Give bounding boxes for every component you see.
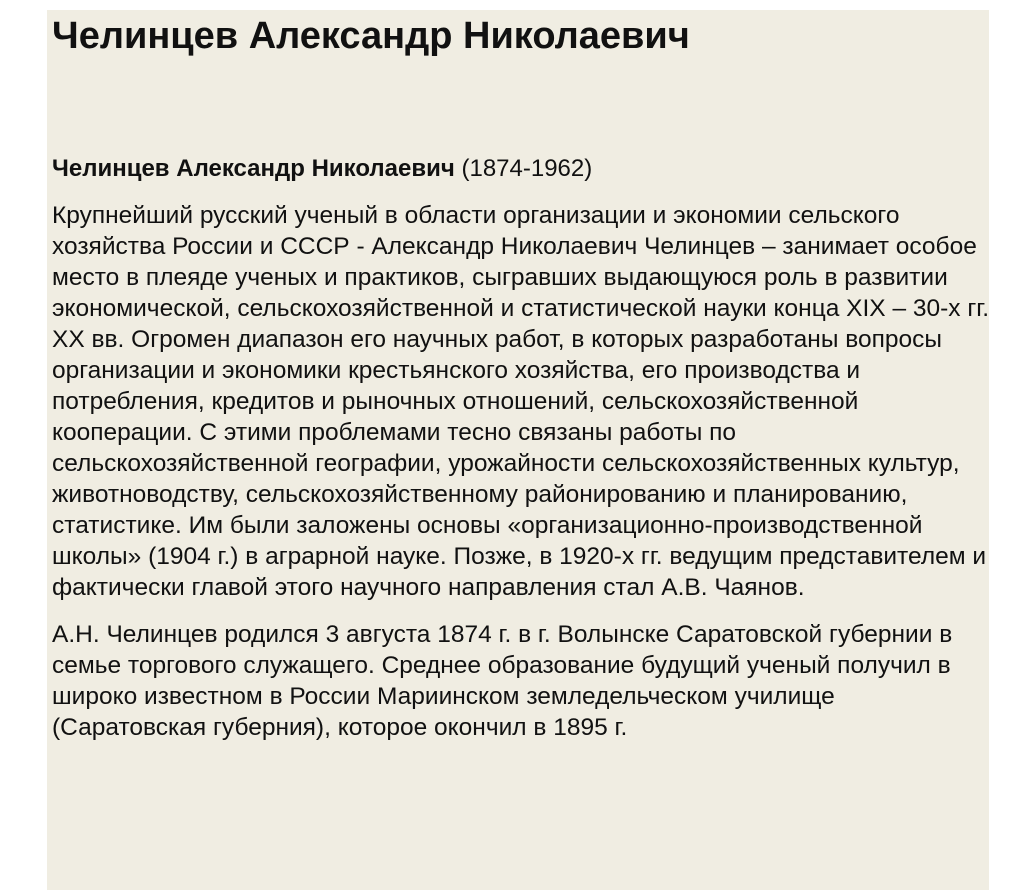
title-spacer	[52, 58, 989, 153]
lead-years: (1874-1962)	[454, 155, 593, 182]
paragraph-1: Крупнейший русский ученый в области организации и экономии сельского хозяйства России и СССР - Александр Николаевич Челинцев – занимает особое место в плеяде ученых и практиков, сыгравших выдающуюся роль в развитии экономической, сельскохозяйственной и статистической науки конца XIX – 30-х гг. XX вв. Огромен диапазон его научных работ, в которых разработаны вопросы организации и экономики крестьянского хозяйства, его производства и потребления, кредитов и рыночных отношений, сельскохозяйственной кооперации. С этими проблемами тесно связаны работы по сельскохозяйственной географии, урожайности сельскохозяйственных культур, животноводству, сельскохозяйственному районированию и планированию, статистике. Им были заложены основы «организационно-производственной школы» (1904 г.) в аграрной науке. Позже, в 1920-х гг. ведущим представителем и фактически главой этого научного направления стал А.В. Чаянов.	[52, 202, 989, 601]
paragraph-2: А.Н. Челинцев родился 3 августа 1874 г. в г. Волынске Саратовской губернии в семье торгового служащего. Среднее образование будущий ученый получил в широко известном в России Мариинском земледельческом училище (Саратовская губерния), которое окончил в 1895 г.	[52, 621, 953, 741]
page-title: Челинцев Александр Николаевич	[52, 15, 690, 57]
document-page	[47, 10, 989, 890]
paragraph-gap	[52, 184, 989, 200]
lead-line	[52, 153, 989, 184]
lead-name: Челинцев Александр Николаевич	[52, 155, 455, 182]
article	[52, 10, 989, 743]
paragraph-gap	[52, 603, 989, 619]
